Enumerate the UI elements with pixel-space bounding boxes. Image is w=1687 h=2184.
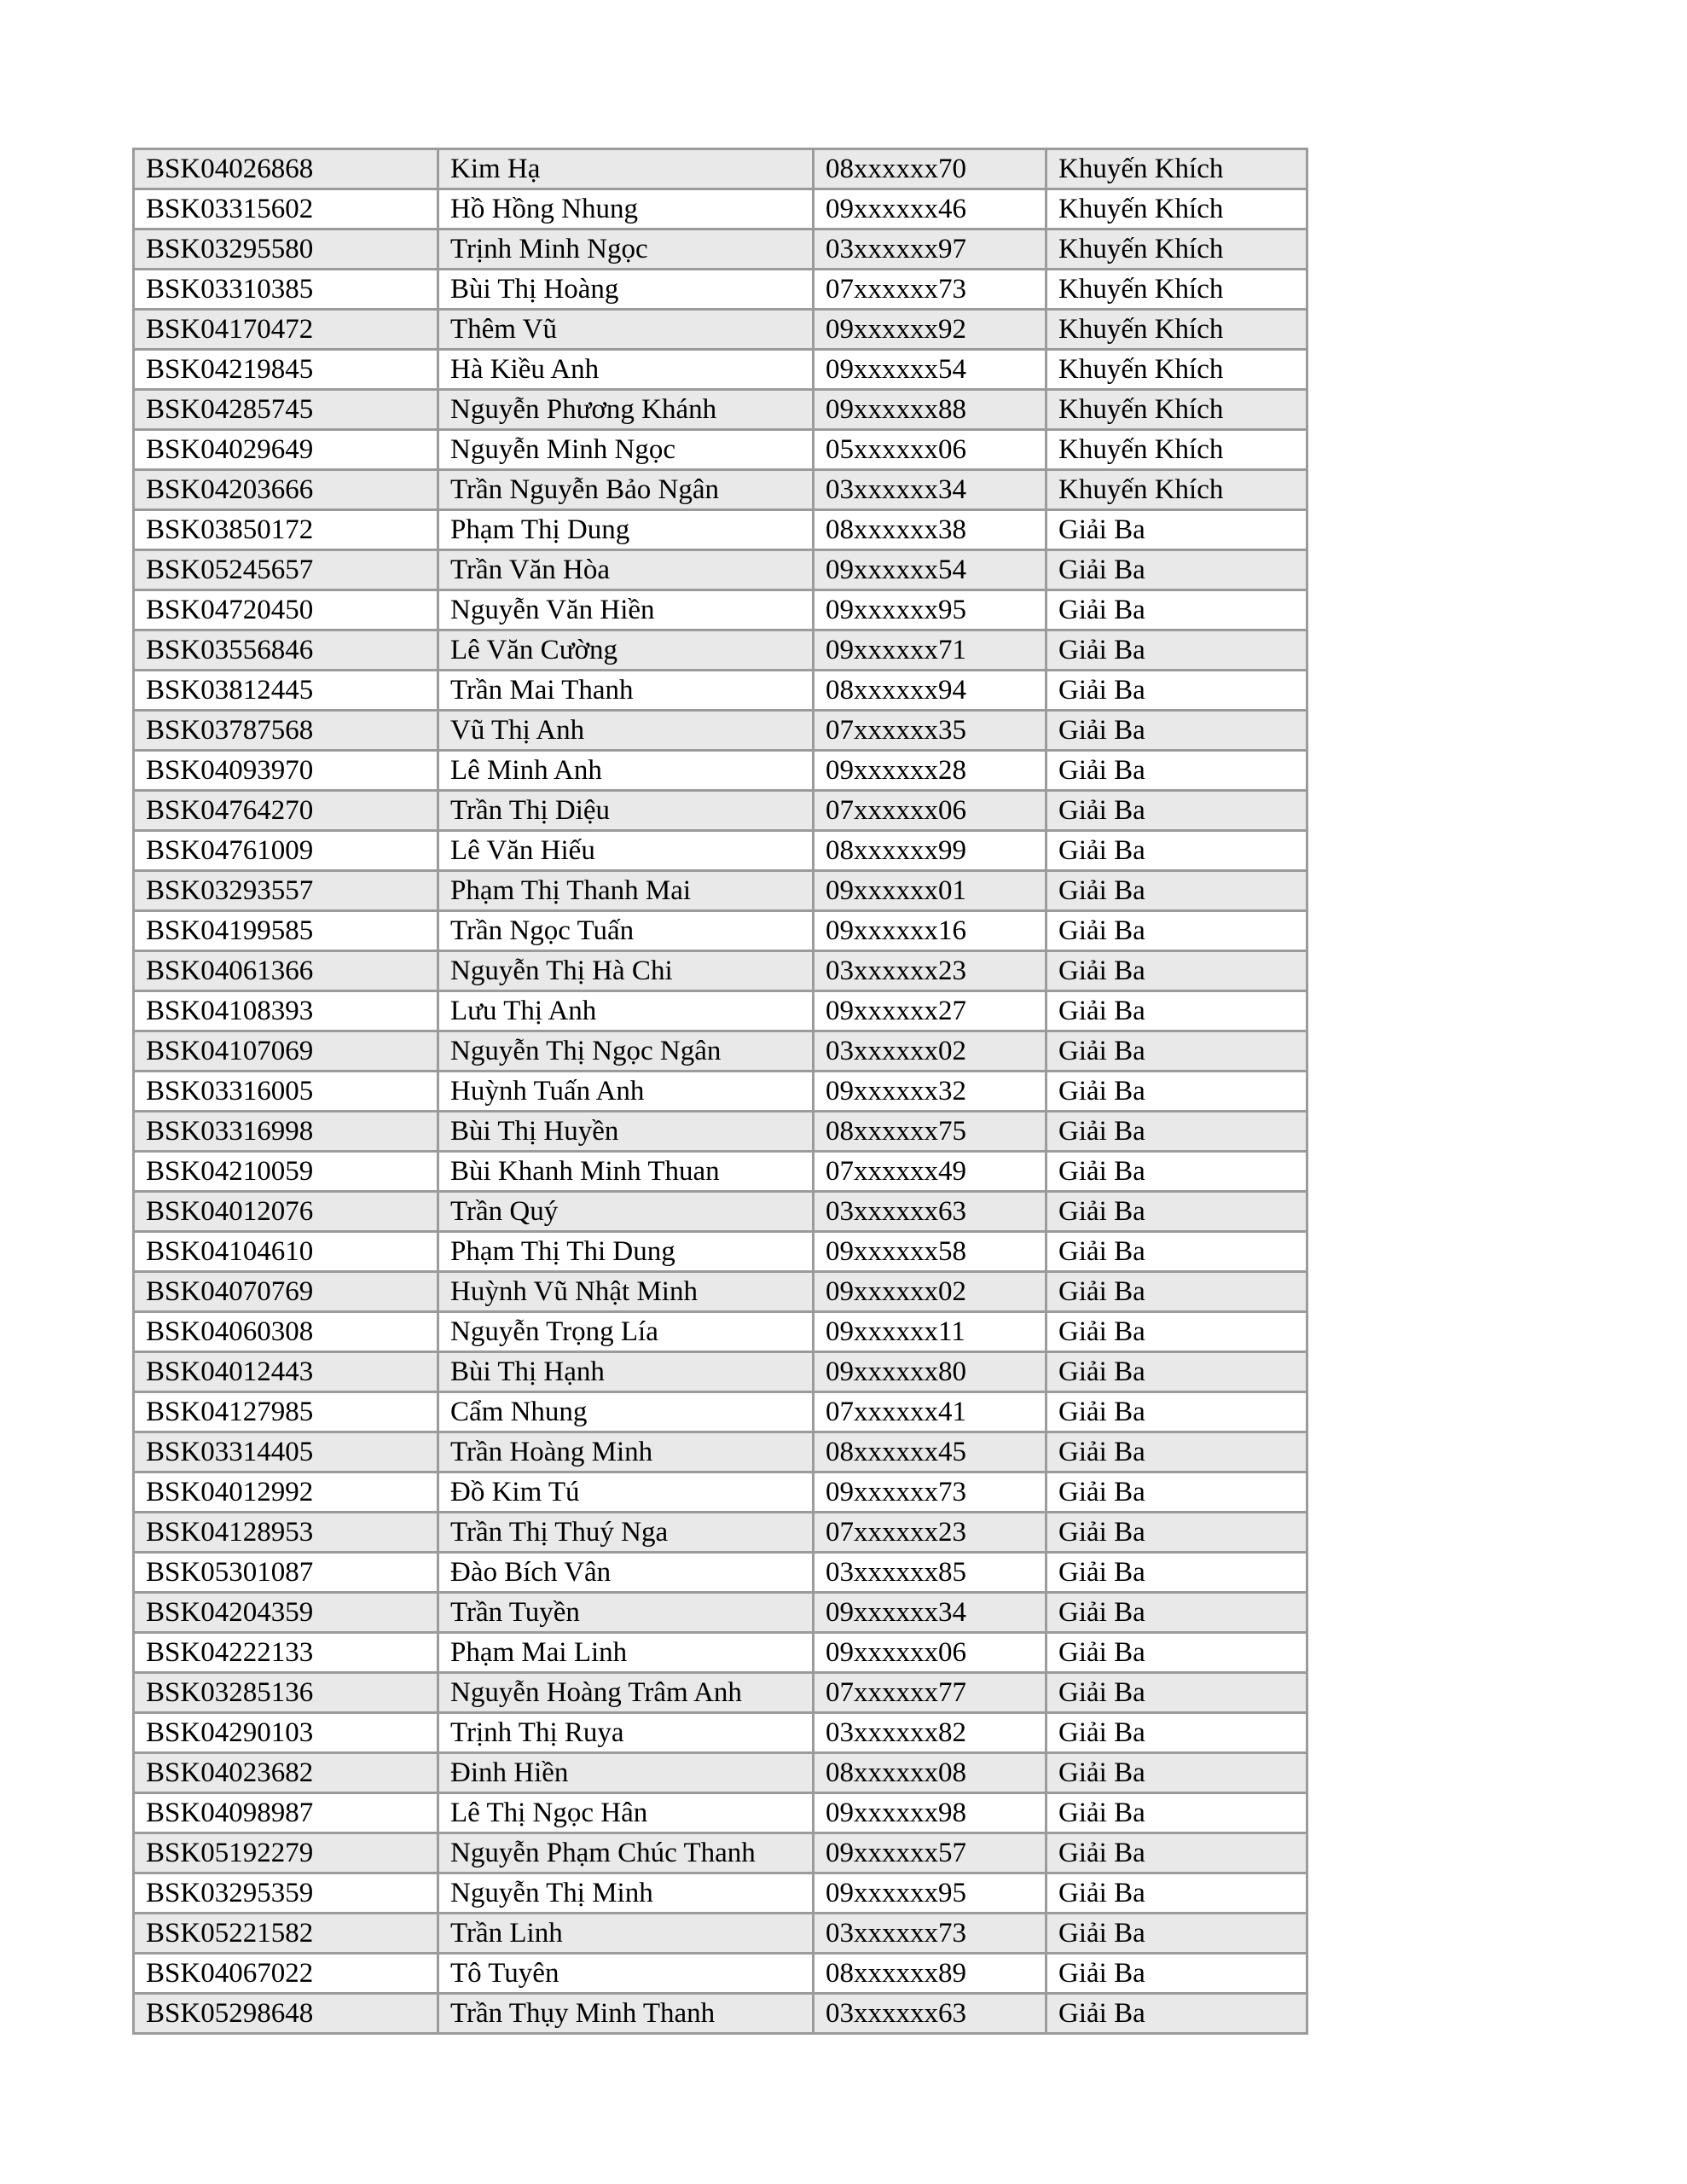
entry-code-cell: BSK04720450 (134, 590, 438, 630)
winner-name-cell: Trần Thị Diệu (438, 791, 814, 831)
phone-number-cell: 08xxxxxx89 (814, 1954, 1046, 1994)
prize-label-cell: Giải Ba (1046, 1994, 1307, 2034)
table-row (134, 1833, 1307, 1873)
phone-number-cell: 05xxxxxx06 (814, 430, 1046, 470)
prize-label-cell: Giải Ba (1046, 1192, 1307, 1232)
winner-name-cell: Nguyễn Phương Khánh (438, 390, 814, 430)
winner-name-cell: Cẩm Nhung (438, 1392, 814, 1432)
winner-name-cell: Huỳnh Vũ Nhật Minh (438, 1272, 814, 1312)
table-row (134, 1031, 1307, 1072)
entry-code-cell: BSK03556846 (134, 630, 438, 671)
table-row (134, 149, 1307, 189)
phone-number-cell: 09xxxxxx71 (814, 630, 1046, 671)
winner-name-cell: Nguyễn Phạm Chúc Thanh (438, 1833, 814, 1873)
winner-name-cell: Nguyễn Văn Hiền (438, 590, 814, 630)
prize-label-cell: Khuyến Khích (1046, 350, 1307, 390)
entry-code-cell: BSK04012992 (134, 1472, 438, 1513)
winner-name-cell: Phạm Mai Linh (438, 1633, 814, 1673)
table-row (134, 1432, 1307, 1472)
winner-name-cell: Trần Hoàng Minh (438, 1432, 814, 1472)
entry-code-cell: BSK04204359 (134, 1593, 438, 1633)
entry-code-cell: BSK04170472 (134, 310, 438, 350)
entry-code-cell: BSK03850172 (134, 510, 438, 550)
prize-label-cell: Giải Ba (1046, 1112, 1307, 1152)
prize-label-cell: Giải Ba (1046, 1472, 1307, 1513)
phone-number-cell: 07xxxxxx35 (814, 711, 1046, 751)
prize-label-cell: Giải Ba (1046, 1914, 1307, 1954)
entry-code-cell: BSK03787568 (134, 711, 438, 751)
winner-name-cell: Vũ Thị Anh (438, 711, 814, 751)
phone-number-cell: 08xxxxxx99 (814, 831, 1046, 871)
prize-label-cell: Khuyến Khích (1046, 149, 1307, 189)
prize-label-cell: Giải Ba (1046, 1272, 1307, 1312)
phone-number-cell: 09xxxxxx11 (814, 1312, 1046, 1352)
prize-label-cell: Giải Ba (1046, 590, 1307, 630)
table-row (134, 1914, 1307, 1954)
table-body (134, 149, 1307, 2034)
phone-number-cell: 03xxxxxx82 (814, 1713, 1046, 1753)
prize-label-cell: Giải Ba (1046, 1553, 1307, 1593)
entry-code-cell: BSK03310385 (134, 270, 438, 310)
table-row (134, 189, 1307, 229)
phone-number-cell: 08xxxxxx70 (814, 149, 1046, 189)
table-row (134, 831, 1307, 871)
table-row (134, 1994, 1307, 2034)
prize-label-cell: Khuyến Khích (1046, 189, 1307, 229)
table-row (134, 1272, 1307, 1312)
entry-code-cell: BSK04128953 (134, 1513, 438, 1553)
table-row (134, 1673, 1307, 1713)
winner-name-cell: Trần Văn Hòa (438, 550, 814, 590)
winner-name-cell: Lưu Thị Anh (438, 991, 814, 1031)
entry-code-cell: BSK04070769 (134, 1272, 438, 1312)
phone-number-cell: 09xxxxxx57 (814, 1833, 1046, 1873)
phone-number-cell: 08xxxxxx94 (814, 671, 1046, 711)
phone-number-cell: 09xxxxxx46 (814, 189, 1046, 229)
entry-code-cell: BSK04108393 (134, 991, 438, 1031)
winner-name-cell: Hà Kiều Anh (438, 350, 814, 390)
phone-number-cell: 03xxxxxx63 (814, 1192, 1046, 1232)
phone-number-cell: 08xxxxxx38 (814, 510, 1046, 550)
winner-name-cell: Thêm Vũ (438, 310, 814, 350)
table-row (134, 270, 1307, 310)
prize-label-cell: Khuyến Khích (1046, 270, 1307, 310)
table-row (134, 871, 1307, 911)
table-row (134, 350, 1307, 390)
winner-name-cell: Nguyễn Minh Ngọc (438, 430, 814, 470)
prize-label-cell: Giải Ba (1046, 1352, 1307, 1392)
winner-name-cell: Trịnh Minh Ngọc (438, 229, 814, 270)
winner-name-cell: Phạm Thị Thanh Mai (438, 871, 814, 911)
table-row (134, 1232, 1307, 1272)
prize-label-cell: Giải Ba (1046, 1673, 1307, 1713)
entry-code-cell: BSK03293557 (134, 871, 438, 911)
prize-label-cell: Khuyến Khích (1046, 390, 1307, 430)
phone-number-cell: 09xxxxxx28 (814, 751, 1046, 791)
entry-code-cell: BSK04060308 (134, 1312, 438, 1352)
table-row (134, 911, 1307, 951)
winner-name-cell: Lê Minh Anh (438, 751, 814, 791)
table-row (134, 1633, 1307, 1673)
phone-number-cell: 09xxxxxx80 (814, 1352, 1046, 1392)
table-row (134, 229, 1307, 270)
prize-label-cell: Giải Ba (1046, 671, 1307, 711)
phone-number-cell: 07xxxxxx49 (814, 1152, 1046, 1192)
table-row (134, 1112, 1307, 1152)
table-row (134, 1152, 1307, 1192)
prize-label-cell: Giải Ba (1046, 1432, 1307, 1472)
prize-label-cell: Giải Ba (1046, 1713, 1307, 1753)
table-row (134, 1873, 1307, 1914)
prize-label-cell: Giải Ba (1046, 951, 1307, 991)
prize-label-cell: Giải Ba (1046, 1072, 1307, 1112)
winner-name-cell: Trần Tuyền (438, 1593, 814, 1633)
table-row (134, 550, 1307, 590)
entry-code-cell: BSK04199585 (134, 911, 438, 951)
table-row (134, 1713, 1307, 1753)
prize-label-cell: Khuyến Khích (1046, 310, 1307, 350)
entry-code-cell: BSK04061366 (134, 951, 438, 991)
phone-number-cell: 08xxxxxx75 (814, 1112, 1046, 1152)
prize-label-cell: Giải Ba (1046, 1593, 1307, 1633)
prize-label-cell: Giải Ba (1046, 1312, 1307, 1352)
prize-results-table (132, 148, 1308, 2035)
table-row (134, 751, 1307, 791)
table-row (134, 1593, 1307, 1633)
winner-name-cell: Bùi Thị Hoàng (438, 270, 814, 310)
entry-code-cell: BSK04107069 (134, 1031, 438, 1072)
phone-number-cell: 09xxxxxx01 (814, 871, 1046, 911)
prize-label-cell: Giải Ba (1046, 1513, 1307, 1553)
winner-name-cell: Lê Văn Hiếu (438, 831, 814, 871)
table-row (134, 1553, 1307, 1593)
winner-name-cell: Trần Quý (438, 1192, 814, 1232)
winner-name-cell: Kim Hạ (438, 149, 814, 189)
phone-number-cell: 09xxxxxx73 (814, 1472, 1046, 1513)
entry-code-cell: BSK03295359 (134, 1873, 438, 1914)
phone-number-cell: 03xxxxxx85 (814, 1553, 1046, 1593)
prize-label-cell: Giải Ba (1046, 871, 1307, 911)
table-row (134, 1954, 1307, 1994)
winner-name-cell: Trần Nguyễn Bảo Ngân (438, 470, 814, 510)
phone-number-cell: 07xxxxxx23 (814, 1513, 1046, 1553)
prize-label-cell: Giải Ba (1046, 1031, 1307, 1072)
phone-number-cell: 09xxxxxx54 (814, 550, 1046, 590)
prize-label-cell: Khuyến Khích (1046, 430, 1307, 470)
prize-label-cell: Giải Ba (1046, 751, 1307, 791)
entry-code-cell: BSK04764270 (134, 791, 438, 831)
phone-number-cell: 08xxxxxx08 (814, 1753, 1046, 1793)
prize-label-cell: Giải Ba (1046, 1633, 1307, 1673)
entry-code-cell: BSK04012443 (134, 1352, 438, 1392)
entry-code-cell: BSK04067022 (134, 1954, 438, 1994)
phone-number-cell: 09xxxxxx54 (814, 350, 1046, 390)
winner-name-cell: Trịnh Thị Ruya (438, 1713, 814, 1753)
entry-code-cell: BSK04210059 (134, 1152, 438, 1192)
table-row (134, 1472, 1307, 1513)
winner-name-cell: Tô Tuyên (438, 1954, 814, 1994)
table-row (134, 310, 1307, 350)
prize-label-cell: Giải Ba (1046, 630, 1307, 671)
winner-name-cell: Nguyễn Thị Hà Chi (438, 951, 814, 991)
entry-code-cell: BSK04219845 (134, 350, 438, 390)
winner-name-cell: Phạm Thị Dung (438, 510, 814, 550)
phone-number-cell: 09xxxxxx95 (814, 590, 1046, 630)
phone-number-cell: 03xxxxxx97 (814, 229, 1046, 270)
entry-code-cell: BSK04023682 (134, 1753, 438, 1793)
table-row (134, 1753, 1307, 1793)
table-row (134, 1072, 1307, 1112)
phone-number-cell: 09xxxxxx06 (814, 1633, 1046, 1673)
winner-name-cell: Bùi Khanh Minh Thuan (438, 1152, 814, 1192)
table-row (134, 1793, 1307, 1833)
prize-label-cell: Giải Ba (1046, 1873, 1307, 1914)
winner-name-cell: Nguyễn Trọng Lía (438, 1312, 814, 1352)
entry-code-cell: BSK05245657 (134, 550, 438, 590)
entry-code-cell: BSK04098987 (134, 1793, 438, 1833)
winner-name-cell: Trần Thụy Minh Thanh (438, 1994, 814, 2034)
winner-name-cell: Nguyễn Hoàng Trâm Anh (438, 1673, 814, 1713)
table-row (134, 711, 1307, 751)
entry-code-cell: BSK04093970 (134, 751, 438, 791)
phone-number-cell: 09xxxxxx27 (814, 991, 1046, 1031)
phone-number-cell: 09xxxxxx34 (814, 1593, 1046, 1633)
entry-code-cell: BSK04012076 (134, 1192, 438, 1232)
entry-code-cell: BSK05221582 (134, 1914, 438, 1954)
phone-number-cell: 08xxxxxx45 (814, 1432, 1046, 1472)
entry-code-cell: BSK04104610 (134, 1232, 438, 1272)
table-row (134, 991, 1307, 1031)
prize-label-cell: Giải Ba (1046, 831, 1307, 871)
winner-name-cell: Huỳnh Tuấn Anh (438, 1072, 814, 1112)
prize-label-cell: Giải Ba (1046, 1753, 1307, 1793)
winner-name-cell: Bùi Thị Hạnh (438, 1352, 814, 1392)
phone-number-cell: 09xxxxxx88 (814, 390, 1046, 430)
winner-name-cell: Nguyễn Thị Minh (438, 1873, 814, 1914)
phone-number-cell: 09xxxxxx32 (814, 1072, 1046, 1112)
prize-label-cell: Giải Ba (1046, 991, 1307, 1031)
table-row (134, 1392, 1307, 1432)
phone-number-cell: 07xxxxxx73 (814, 270, 1046, 310)
prize-label-cell: Khuyến Khích (1046, 229, 1307, 270)
entry-code-cell: BSK03316005 (134, 1072, 438, 1112)
entry-code-cell: BSK03316998 (134, 1112, 438, 1152)
phone-number-cell: 09xxxxxx98 (814, 1793, 1046, 1833)
winner-name-cell: Bùi Thị Huyền (438, 1112, 814, 1152)
entry-code-cell: BSK04026868 (134, 149, 438, 189)
table-row (134, 630, 1307, 671)
prize-label-cell: Giải Ba (1046, 711, 1307, 751)
entry-code-cell: BSK05301087 (134, 1553, 438, 1593)
phone-number-cell: 07xxxxxx77 (814, 1673, 1046, 1713)
table-row (134, 1352, 1307, 1392)
prize-label-cell: Giải Ba (1046, 1152, 1307, 1192)
phone-number-cell: 09xxxxxx95 (814, 1873, 1046, 1914)
phone-number-cell: 09xxxxxx58 (814, 1232, 1046, 1272)
entry-code-cell: BSK05192279 (134, 1833, 438, 1873)
winner-name-cell: Trần Thị Thuý Nga (438, 1513, 814, 1553)
phone-number-cell: 07xxxxxx06 (814, 791, 1046, 831)
prize-label-cell: Giải Ba (1046, 550, 1307, 590)
table-row (134, 390, 1307, 430)
table-row (134, 430, 1307, 470)
prize-label-cell: Giải Ba (1046, 1232, 1307, 1272)
prize-label-cell: Giải Ba (1046, 791, 1307, 831)
prize-label-cell: Giải Ba (1046, 1954, 1307, 1994)
entry-code-cell: BSK03812445 (134, 671, 438, 711)
table-row (134, 470, 1307, 510)
entry-code-cell: BSK04285745 (134, 390, 438, 430)
phone-number-cell: 03xxxxxx02 (814, 1031, 1046, 1072)
phone-number-cell: 09xxxxxx02 (814, 1272, 1046, 1312)
table-row (134, 590, 1307, 630)
phone-number-cell: 03xxxxxx23 (814, 951, 1046, 991)
entry-code-cell: BSK04203666 (134, 470, 438, 510)
winner-name-cell: Đồ Kim Tú (438, 1472, 814, 1513)
entry-code-cell: BSK04222133 (134, 1633, 438, 1673)
winner-name-cell: Trần Mai Thanh (438, 671, 814, 711)
phone-number-cell: 09xxxxxx16 (814, 911, 1046, 951)
prize-label-cell: Giải Ba (1046, 1833, 1307, 1873)
phone-number-cell: 03xxxxxx73 (814, 1914, 1046, 1954)
entry-code-cell: BSK04127985 (134, 1392, 438, 1432)
prize-label-cell: Giải Ba (1046, 1793, 1307, 1833)
winner-name-cell: Nguyễn Thị Ngọc Ngân (438, 1031, 814, 1072)
winner-name-cell: Trần Ngọc Tuấn (438, 911, 814, 951)
winner-name-cell: Hồ Hồng Nhung (438, 189, 814, 229)
winner-name-cell: Trần Linh (438, 1914, 814, 1954)
winner-name-cell: Đinh Hiền (438, 1753, 814, 1793)
phone-number-cell: 07xxxxxx41 (814, 1392, 1046, 1432)
winner-name-cell: Phạm Thị Thi Dung (438, 1232, 814, 1272)
phone-number-cell: 03xxxxxx34 (814, 470, 1046, 510)
entry-code-cell: BSK04290103 (134, 1713, 438, 1753)
prize-label-cell: Khuyến Khích (1046, 470, 1307, 510)
table-row (134, 671, 1307, 711)
entry-code-cell: BSK03285136 (134, 1673, 438, 1713)
table-row (134, 951, 1307, 991)
phone-number-cell: 03xxxxxx63 (814, 1994, 1046, 2034)
table-row (134, 791, 1307, 831)
winner-name-cell: Lê Văn Cường (438, 630, 814, 671)
table-row (134, 1513, 1307, 1553)
entry-code-cell: BSK03314405 (134, 1432, 438, 1472)
entry-code-cell: BSK04029649 (134, 430, 438, 470)
table-row (134, 510, 1307, 550)
entry-code-cell: BSK03295580 (134, 229, 438, 270)
winner-name-cell: Lê Thị Ngọc Hân (438, 1793, 814, 1833)
entry-code-cell: BSK03315602 (134, 189, 438, 229)
table-row (134, 1192, 1307, 1232)
entry-code-cell: BSK05298648 (134, 1994, 438, 2034)
prize-label-cell: Giải Ba (1046, 510, 1307, 550)
prize-label-cell: Giải Ba (1046, 1392, 1307, 1432)
entry-code-cell: BSK04761009 (134, 831, 438, 871)
phone-number-cell: 09xxxxxx92 (814, 310, 1046, 350)
winner-name-cell: Đào Bích Vân (438, 1553, 814, 1593)
prize-label-cell: Giải Ba (1046, 911, 1307, 951)
table-row (134, 1312, 1307, 1352)
